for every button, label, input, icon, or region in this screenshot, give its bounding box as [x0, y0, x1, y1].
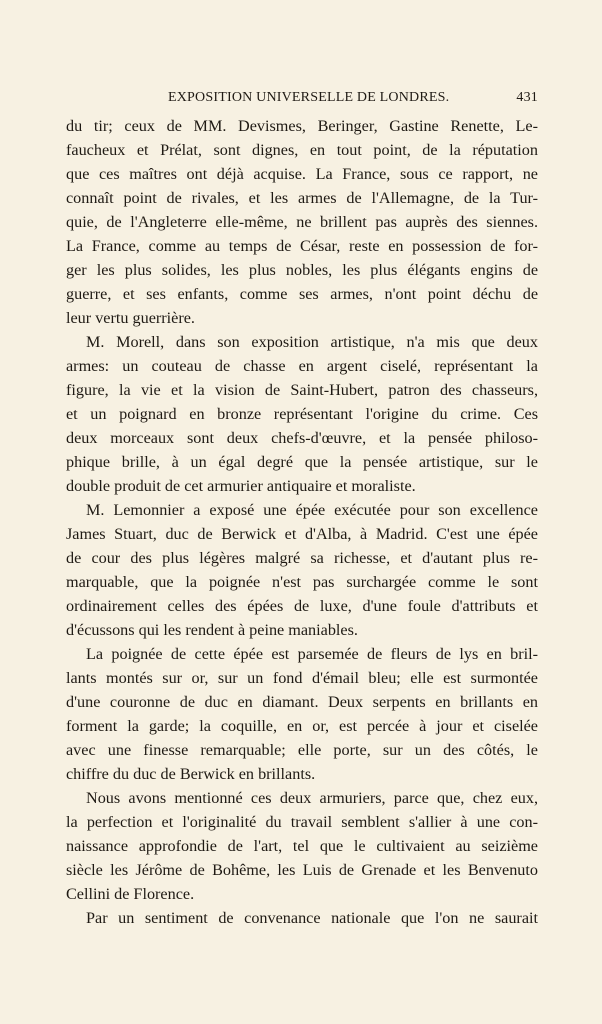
text-line: Nous avons mentionné ces deux armuriers, parce que, chez eux,: [86, 789, 538, 807]
text-line: M. Lemonnier a exposé une épée exécutée pour son excellence: [86, 501, 538, 519]
text-line: avec une finesse remarquable; elle porte, sur un des côtés, le: [66, 741, 538, 759]
text-line: marquable, que la poignée n'est pas surchargée comme le sont: [66, 573, 538, 591]
text-line: figure, la vie et la vision de Saint-Hubert, patron des chasseurs,: [66, 381, 538, 399]
text-line: chiffre du duc de Berwick en brillants.: [66, 765, 316, 783]
text-line: du tir; ceux de MM. Devismes, Beringer, Gastine Renette, Le-: [66, 117, 538, 135]
page-header: [66, 90, 538, 110]
text-line: Par un sentiment de convenance nationale que l'on ne saurait: [86, 909, 538, 927]
text-line: et un poignard en bronze représentant l'origine du crime. Ces: [66, 405, 538, 423]
text-line: quie, de l'Angleterre elle-même, ne brillent pas auprès des siennes.: [66, 213, 538, 231]
text-line: Cellini de Florence.: [66, 885, 195, 903]
text-line: la perfection et l'originalité du travail semblent s'allier à une con-: [66, 813, 538, 831]
text-line: La France, comme au temps de César, reste en possession de for-: [66, 237, 538, 255]
text-line: forment la garde; la coquille, en or, est percée à jour et ciselée: [66, 717, 538, 735]
text-line: faucheux et Prélat, sont dignes, en tout point, de la réputation: [66, 141, 538, 159]
text-line: siècle les Jérôme de Bohême, les Luis de Grenade et les Benvenuto: [66, 861, 538, 879]
text-line: phique brille, à un égal degré que la pensée artistique, sur le: [66, 453, 538, 471]
text-line: deux morceaux sont deux chefs-d'œuvre, et la pensée philoso-: [66, 429, 538, 447]
text-line: d'une couronne de duc en diamant. Deux serpents en brillants en: [66, 693, 538, 711]
text-line: armes: un couteau de chasse en argent ciselé, représentant la: [66, 357, 538, 375]
text-line: M. Morell, dans son exposition artistique, n'a mis que deux: [86, 333, 538, 351]
text-line: double produit de cet armurier antiquaire et moraliste.: [66, 477, 416, 495]
body-text: [66, 114, 538, 930]
text-line: guerre, et ses enfants, comme ses armes, n'ont point déchu de: [66, 285, 538, 303]
text-line: ordinairement celles des épées de luxe, d'une foule d'attributs et: [66, 597, 538, 615]
text-line: que ces maîtres ont déjà acquise. La France, sous ce rapport, ne: [66, 165, 538, 183]
page-number: 431: [516, 90, 538, 105]
text-line: ger les plus solides, les plus nobles, les plus élégants engins de: [66, 261, 538, 279]
running-title: EXPOSITION UNIVERSELLE DE LONDRES.: [168, 90, 450, 105]
text-line: de cour des plus légères malgré sa richesse, et d'autant plus re-: [66, 549, 538, 567]
text-line: naissance approfondie de l'art, tel que le cultivaient au seizième: [66, 837, 538, 855]
text-line: La poignée de cette épée est parsemée de fleurs de lys en bril-: [86, 645, 538, 663]
text-line: James Stuart, duc de Berwick et d'Alba, à Madrid. C'est une épée: [66, 525, 538, 543]
text-line: connaît point de rivales, et les armes de l'Allemagne, de la Tur-: [66, 189, 538, 207]
text-line: d'écussons qui les rendent à peine maniables.: [66, 621, 358, 639]
text-line: leur vertu guerrière.: [66, 309, 195, 327]
text-line: lants montés sur or, sur un fond d'émail bleu; elle est surmontée: [66, 669, 538, 687]
